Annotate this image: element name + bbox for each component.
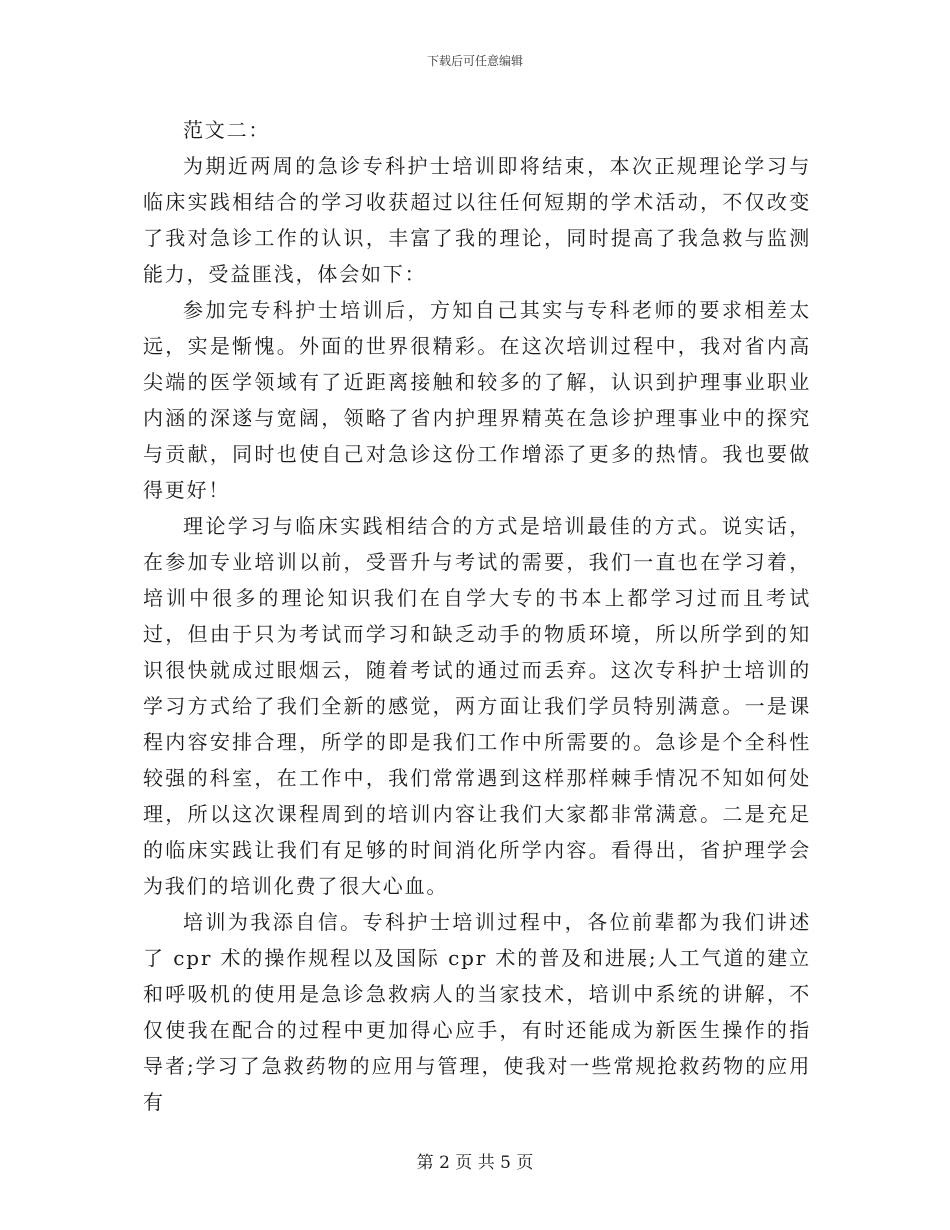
paragraph-confidence: 培训为我添自信。专科护士培训过程中，各位前辈都为我们讲述了 cpr 术的操作规程以及国际 cpr 术的普及和进展;人工气道的建立和呼吸机的使用是急诊急救病人的当家技术，培训中系统的讲解，不仅使我在配合的过程中更加得心应手，有时还能成为新医生操作的指导者;学习了急救药物的应用与管理，使我对一些常规抢救药物的应用有	[143, 910, 811, 1114]
document-body	[143, 112, 811, 1120]
paragraph-training-method: 理论学习与临床实践相结合的方式是培训最佳的方式。说实话，在参加专业培训以前，受晋升与考试的需要，我们一直也在学习着，培训中很多的理论知识我们在自学大专的书本上都学习过而且考试过，但由于只为考试而学习和缺乏动手的物质环境，所以所学到的知识很快就成过眼烟云，随着考试的通过而丢弃。这次专科护士培训的学习方式给了我们全新的感觉，两方面让我们学员特别满意。一是课程内容安排合理，所学的即是我们工作中所需要的。急诊是个全科性较强的科室，在工作中，我们常常遇到这样那样棘手情况不知如何处理，所以这次课程周到的培训内容让我们大家都非常满意。二是充足的临床实践让我们有足够的时间消化所学内容。看得出，省护理学会为我们的培训化费了很大心血。	[143, 514, 811, 898]
paragraph-intro: 为期近两周的急诊专科护士培训即将结束，本次正规理论学习与临床实践相结合的学习收获超过以往任何短期的学术活动，不仅改变了我对急诊工作的认识，丰富了我的理论，同时提高了我急救与监测能力，受益匪浅，体会如下：	[143, 154, 811, 286]
page-number: 第 2 页 共 5 页	[416, 1153, 534, 1173]
page-header: 下载后可任意编辑	[426, 54, 523, 68]
paragraph-reflection: 参加完专科护士培训后，方知自己其实与专科老师的要求相差太远，实是惭愧。外面的世界很精彩。在这次培训过程中，我对省内高尖端的医学领域有了近距离接触和较多的了解，认识到护理事业职业内涵的深遂与宽阔，领略了省内护理界精英在急诊护理事业中的探究与贡献，同时也使自己对急诊这份工作增添了更多的热情。我也要做得更好！	[143, 298, 811, 502]
section-title: 范文二：	[183, 118, 271, 142]
